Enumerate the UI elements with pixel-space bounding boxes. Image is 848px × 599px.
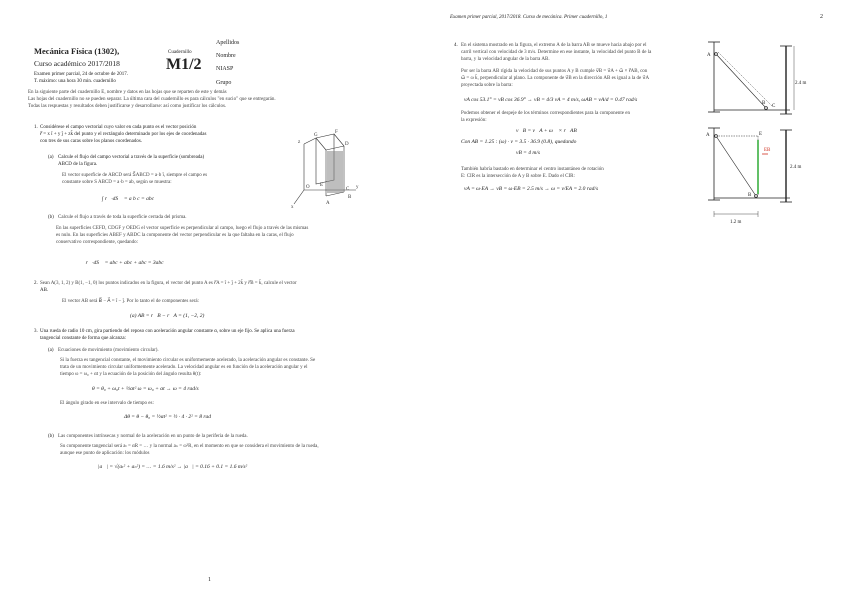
figure-label: F [335,130,338,135]
figure-label: D [345,142,349,147]
problem-statement: r⃗ = x î + y ĵ + zk̂ del punto y el rectángulo determinado por los ejes de coordenadas [40,132,207,137]
figure-label: C [346,187,350,192]
figure-label: y [356,185,359,190]
equation: (a) AB = r⃗B − r⃗A = (1, −2, 2) [130,313,205,319]
duration-line: T. máximo: una hora 30 min. cuadernillo [34,79,116,84]
problem-statement: tangencial constante de forma que alcanza: [40,336,126,341]
dimension-label: 2.4 m [790,165,802,170]
problem-number: 1. [34,125,38,130]
answer-text: la expresión: [461,118,487,123]
answer-text: aunque ese punto de aplicación: los módulos [60,451,150,456]
equation: ∫ r⃗·dS⃗ = a b c = abc [102,196,155,202]
answer-text: constante sobre S ABCD = a·b = ab, según se muestra: [62,180,172,185]
mechanism-figure-2 [702,124,802,228]
figure-label: G [314,133,318,138]
bar-ab [716,54,766,108]
dimension-label: 2.4 m [795,81,807,86]
part-label: (a) [48,155,54,160]
part-label: (a) [48,348,54,353]
part-statement: Calcule el flujo del campo vectorial a través de la superficie (sombreada) [58,155,205,160]
answer-text: es nulo. En las superficies ABEF y ABDC la componente del vector perpendicular es la que faltaba en la caras, el flujo [56,233,294,238]
figure-label: C [772,104,776,109]
part-statement: Calcule el flujo a través de toda la superficie cerrada del prisma. [58,215,187,220]
academic-year: Curso académico 2017/2018 [34,59,120,68]
problem-statement: En el sistema mostrado en la figura, el extremo A de la barra AB se mueve hacia abajo por el [461,43,647,48]
figure-label: x [291,205,294,210]
figure-label: z [298,140,301,145]
answer-text: Su componente tangencial será aₜ = αR = … y la normal aₙ = ω²R, en el momento en que se considera el movimiento de la rueda, [60,444,319,449]
part-statement: ABCD de la figura. [58,162,98,167]
answer-text: Por ser la barra AB rígida la velocidad de sus puntos A y B cumple v⃗B = v⃗A + ω⃗ × r⃗AB, con [461,69,648,74]
running-header: Examen primer parcial, 2017/2018. Curso de mecánica. Primer cuadernillo, 1 [450,15,608,20]
page-number: 1 [208,577,211,583]
figure-label: A [326,201,330,206]
figure-label: B [748,193,752,198]
problem-statement: Una rueda de radio 10 cm, gira partiendo del reposo con aceleración angular constante α, sobre un eje fijo. Se aplica una fuerza [40,329,295,334]
answer-text: Podemos obtener el despeje de los términos correspondientes para la componente en [461,111,630,116]
figure-label: EB [764,148,771,153]
answer-text: El vector superficie de ABCD será S⃗ABCD = a·b î, siempre el campo es [62,173,208,178]
field-id: NIASP [216,66,234,72]
page-number: 2 [820,14,823,20]
equation: vA = ω·EA → vB = ω·EB = 2.5 m/s → ω = v/EA = 2.0 rad/s [464,186,599,192]
field-surname: Apellidos [216,40,240,46]
answer-text: Si la fuerza es tangencial constante, el movimiento circular es uniformemente acelerado, la aceleración angular es constante. Se [60,358,316,363]
equation: |a⃗| = √(aₜ² + aₙ²) = … = 1.6 m/s² → |a⃗| = 0.16 + 0.1 = 1.6 m/s² [98,464,248,470]
equation: v⃗B = v⃗A + ω⃗ × r⃗AB [516,128,577,134]
problem-statement: Considérese el campo vectorial cuyo valor en cada punto es el vector posición [40,125,197,130]
prism-figure [290,128,362,210]
equation: Con AB = 1.25 : (ω) · v = 3.5 · 36.9 (0.8), quedando [461,139,577,145]
axis-x [294,190,304,204]
part-statement: Ecuaciones de movimiento (movimiento circular). [58,348,159,353]
answer-text: En las superficies CEFD, CDGF y OEDG el vector superficie es perpendicular al campo, luego el flujo a través de las mismas [56,226,309,231]
bar-ab [716,136,756,196]
part-label: (b) [48,434,54,439]
answer-text: conservativo correspondiente, quedando: [56,240,139,245]
right-page [424,0,848,599]
code-label: Cuadernillo [168,50,192,55]
answer-text: trata de un movimiento circular uniformemente acelerado. La velocidad angular es en función de la aceleración angular y el [60,365,308,370]
problem-statement: Sean A(3, 1, 2) y B(1, −1, 0) los puntos indicados en la figura, el vector del punto A es r⃗A = î + ĵ + 2k̂ y r⃗B = k̂, calcule el vector [40,281,297,286]
instruction-line: Las hojas del cuadernillo no se pueden separar. La última cara del cuadernillo es para cálculos "en sucio" que se entregarán. [28,97,276,102]
problem-number: 2. [34,281,38,286]
problem-statement: AB. [40,288,49,293]
part-statement: Las componentes intrínsecas y normal de la aceleración en un punto de la periferia de la rueda. [58,434,248,439]
equation: vB = 4 m/s [516,150,541,156]
equation: ∮ r⃗·dS⃗ = abc + abc + abc = 3abc [80,260,164,266]
figure-label: E [759,132,763,137]
problem-number: 3. [34,329,38,334]
problem-statement: carril vertical con velocidad de 3 m/s. Determine en ese instante, la velocidad del punto B de la [461,50,652,55]
figure-label: B [348,195,352,200]
booklet-code: M1/2 [166,56,202,73]
instruction-line: En la siguiente parte del cuadernillo E, nombre y datos en las hojas que se reparten de este y demás [28,90,227,95]
figure-label: A [707,53,711,58]
answer-text: tiempo ω = ω₀ + αt y la ecuación de la posición del ángulo resulta θ(t): [60,372,202,377]
figure-label: O [306,185,310,190]
problem-statement: con tres de sus caras sobre los planos coordenados. [40,139,143,144]
mechanism-figure-1 [702,40,807,120]
course-title: Mecánica Física (1302), [34,46,120,56]
part-label: (b) [48,215,54,220]
instruction-line: Todas las respuestas y resultados deben justificarse y desarrollarse: así como justificar los cálculos. [28,104,227,109]
answer-text: El ángulo girado en ese intervalo de tiempo es: [60,401,154,406]
shaded-face-abcd [327,151,343,193]
field-name: Nombre [216,53,236,59]
problem-statement: barra, y la velocidad angular de la barra AB. [461,57,550,62]
answer-text: proyectada sobre la barra: [461,83,513,88]
field-group: Grupo [216,80,232,86]
equation: Δθ = θ − θ₀ = ½αt² = ½ · 4 · 2² = 8 rad [124,414,212,420]
answer-text: También habría bastado en determinar el centro instantáneo de rotación [461,167,604,172]
equation: θ = θ₀ + ω₀t + ½αt² ω = ω₀ + αt → ω = 4 rad/s [92,386,199,392]
answer-text: E: CIR es la intersección de A y B sobre E. Dado el CIR: [461,174,575,179]
answer-text: El vector AB será B⃗ − A⃗ = î − ĵ. Por lo tanto el de componentes será: [62,299,199,304]
figure-label: B [762,101,766,106]
dimension-label: 1.2 m [730,220,742,225]
problem-number: 4. [454,43,458,48]
answer-text: ω⃗ = ω k̂, perpendicular al plano. La componente de v⃗B en la dirección AB es igual a la de v⃗A [461,76,650,81]
figure-label: A [706,133,710,138]
equation: vA cos 53.1° = vB cos 36.9° → vB = 4/3 vA = 4 m/s, ωAB = vA/d = 0.47 rad/s [464,97,638,103]
figure-label: E [320,183,324,188]
exam-line: Examen primer parcial, 24 de octubre de 2017. [34,72,128,77]
